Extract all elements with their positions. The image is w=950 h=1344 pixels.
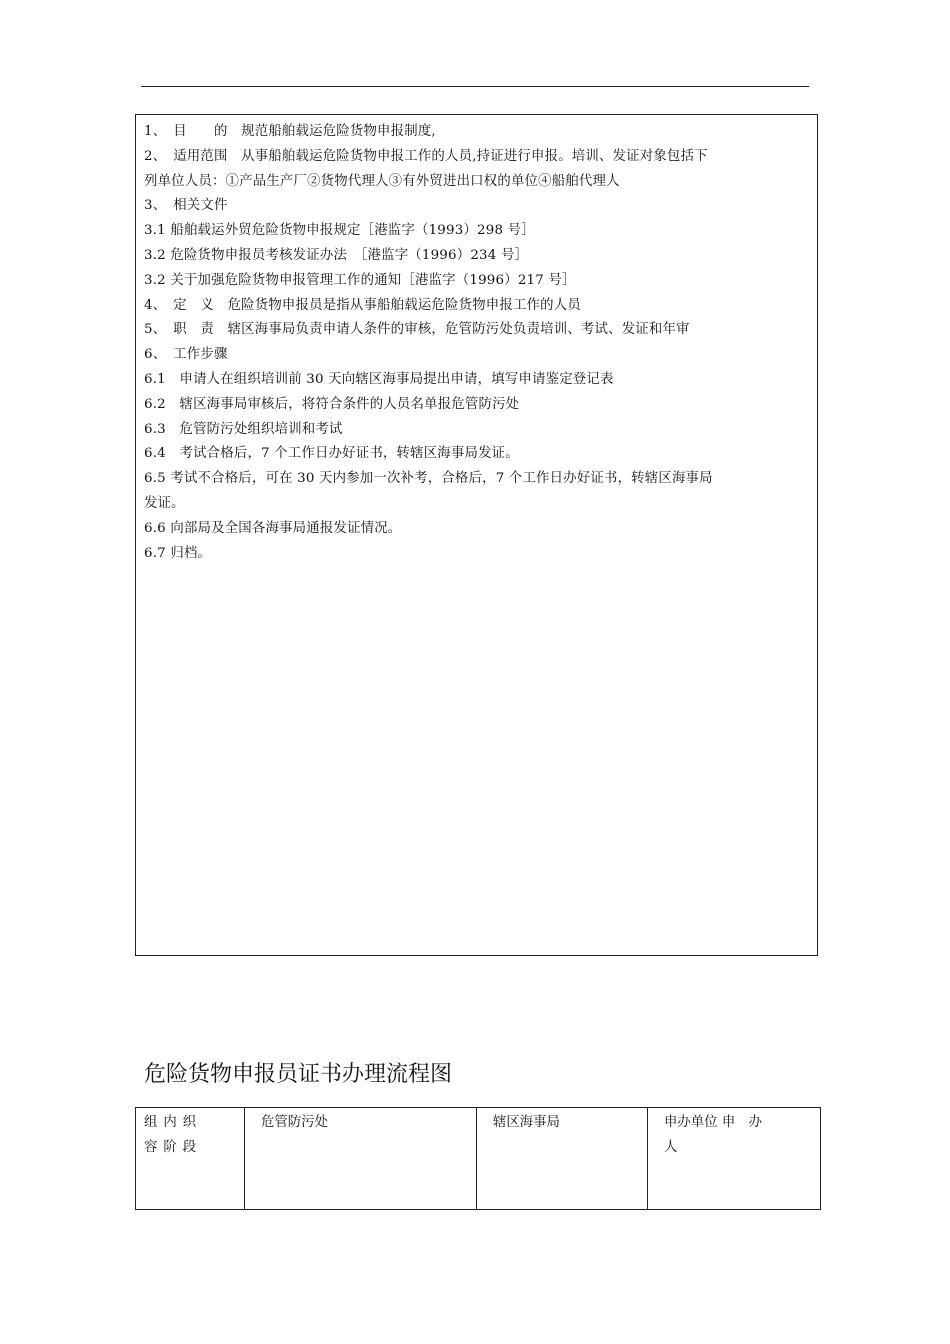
line-doc-3-1: 3.1 船舶载运外贸危险货物申报规定［港监字（1993）298 号］: [144, 223, 535, 239]
col-hazmat-office-label: 危管防污处: [261, 1115, 328, 1130]
line-doc-3-2b: 3.2 关于加强危险货物申报管理工作的通知［港监字（1996）217 号］: [144, 272, 576, 288]
flowchart-table: [135, 1107, 821, 1210]
col-applicant-line1: 申办单位 申 办: [664, 1115, 762, 1130]
line-related-docs: 3、 相关文件: [144, 198, 228, 214]
line-scope-cont: 列单位人员：①产品生产厂②货物代理人③有外贸进出口权的单位④船舶代理人: [144, 173, 620, 189]
line-work-steps: 6、 工作步骤: [144, 347, 228, 363]
procedure-box: [135, 114, 818, 956]
line-definition: 4、 定 义 危险货物申报员是指从事船舶载运危险货物申报工作的人员: [144, 297, 581, 313]
col-local-msa: [477, 1108, 648, 1210]
col-local-msa-label: 辖区海事局: [493, 1115, 560, 1130]
col-hazmat-office: [245, 1108, 477, 1210]
line-scope: 2、 适用范围 从事船舶载运危险货物申报工作的人员,持证进行申报。培训、发证对象包括下: [144, 148, 708, 164]
line-purpose: 1、 目 的 规范船舶载运危险货物申报制度,: [144, 124, 436, 139]
line-doc-3-2a: 3.2 危险货物申报员考核发证办法 ［港监字（1996）234 号］: [144, 247, 529, 263]
line-step-6-6: 6.6 向部局及全国各海事局通报发证情况。: [144, 520, 402, 536]
col-stage: [136, 1108, 245, 1210]
col-applicant: [648, 1108, 821, 1210]
line-step-6-3: 6.3 危管防污处组织培训和考试: [144, 421, 343, 437]
line-step-6-1: 6.1 申请人在组织培训前 30 天向辖区海事局提出申请，填写申请鉴定登记表: [144, 371, 614, 387]
col-applicant-line2: 人: [664, 1140, 678, 1155]
flowchart-header-row: [136, 1108, 821, 1210]
flowchart-title: 危险货物申报员证书办理流程图: [144, 1062, 453, 1087]
line-step-6-5: 6.5 考试不合格后，可在 30 天内参加一次补考，合格后，7 个工作日办好证书，转辖区海事局: [144, 471, 713, 487]
line-step-6-7: 6.7 归档。: [144, 545, 212, 561]
col-stage-line2: 容阶段: [144, 1140, 203, 1155]
header-rule: [141, 86, 809, 87]
line-step-6-5-cont: 发证。: [144, 495, 185, 511]
col-stage-line1: 组内织: [144, 1115, 203, 1130]
line-responsibility: 5、 职 责 辖区海事局负责申请人条件的审核，危管防污处负责培训、考试、发证和年审: [144, 322, 690, 338]
line-step-6-4: 6.4 考试合格后，7 个工作日办好证书，转辖区海事局发证。: [144, 446, 519, 462]
line-step-6-2: 6.2 辖区海事局审核后，将符合条件的人员名单报危管防污处: [144, 396, 520, 412]
